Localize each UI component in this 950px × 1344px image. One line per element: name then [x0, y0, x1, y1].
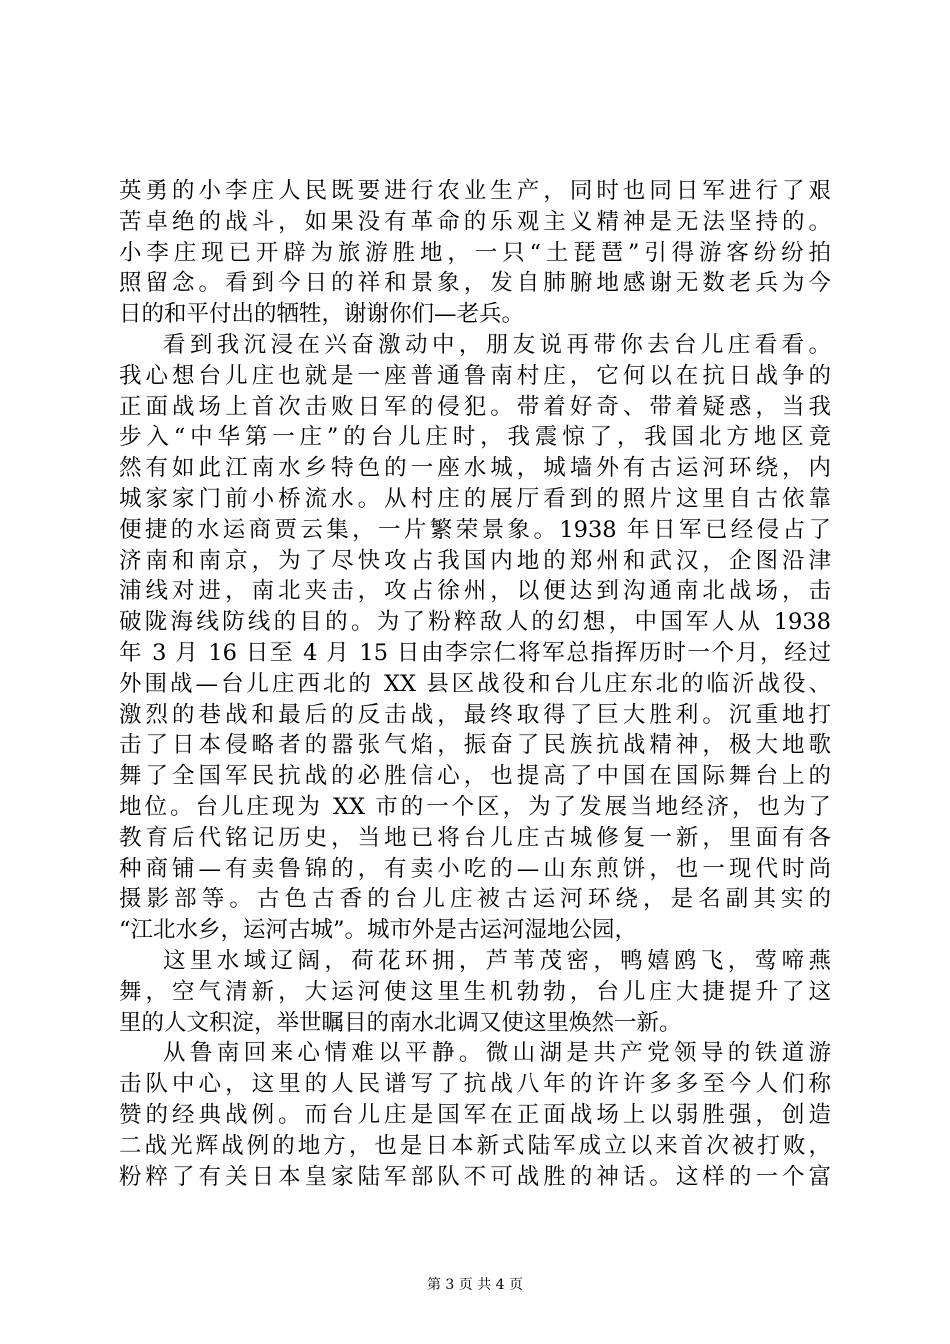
text-line: 从鲁南回来心情难以平静。微山湖是共产党领导的铁道游 — [163, 1040, 831, 1067]
text-line: 外围战—台儿庄西北的 XX 县区战役和台儿庄东北的临沂战役、 — [119, 670, 831, 697]
text-line: 教育后代铭记历史，当地已将台儿庄古城修复一新，里面有各 — [119, 824, 831, 851]
text-line: 我心想台儿庄也就是一座普通鲁南村庄，它何以在抗日战争的 — [119, 362, 831, 389]
body-text — [119, 176, 831, 1192]
text-line: 粉粹了有关日本皇家陆军部队不可战胜的神话。这样的一个富 — [119, 1163, 831, 1190]
text-line: 照留念。看到今日的祥和景象，发自肺腑地感谢无数老兵为今 — [119, 270, 831, 297]
text-line: 然有如此江南水乡特色的一座水城，城墙外有古运河环绕，内 — [119, 455, 831, 482]
text-line: 舞，空气清新，大运河使这里生机勃勃，台儿庄大捷提升了这 — [119, 978, 831, 1005]
text-line: 正面战场上首次击败日军的侵犯。带着好奇、带着疑惑，当我 — [119, 393, 831, 420]
text-line: 破陇海线防线的目的。为了粉粹敌人的幻想，中国军人从 1938 — [119, 609, 831, 636]
text-line: 年 3 月 16 日至 4 月 15 日由李宗仁将军总指挥历时一个月，经过 — [119, 639, 831, 666]
text-line: 里的人文积淀，举世瞩目的南水北调又使这里焕然一新。 — [119, 1009, 682, 1036]
text-line: 便捷的水运商贾云集，一片繁荣景象。1938 年日军已经侵占了 — [119, 516, 831, 543]
text-line: 舞了全国军民抗战的必胜信心，也提高了中国在国际舞台上的 — [119, 763, 831, 790]
text-line: 小李庄现已开辟为旅游胜地，一只“土琵琶”引得游客纷纷拍 — [119, 239, 831, 266]
text-line: 苦卓绝的战斗，如果没有革命的乐观主义精神是无法坚持的。 — [119, 208, 831, 235]
page-footer: 第 3 页 共 4 页 — [426, 1277, 524, 1293]
text-line: 浦线对进，南北夹击，攻占徐州，以便达到沟通南北战场，击 — [119, 578, 831, 605]
text-line: 步入“中华第一庄”的台儿庄时，我震惊了，我国北方地区竟 — [119, 424, 831, 451]
text-line: 赞的经典战例。而台儿庄是国军在正面战场上以弱胜强，创造 — [119, 1101, 831, 1128]
text-line: 二战光辉战例的地方，也是日本新式陆军成立以来首次被打败， — [119, 1132, 831, 1159]
text-line: 日的和平付出的牺牲，谢谢你们—老兵。 — [119, 301, 525, 328]
text-line: 地位。台儿庄现为 XX 市的一个区，为了发展当地经济，也为了 — [119, 793, 831, 820]
text-line: 这里水域辽阔，荷花环拥，芦苇茂密，鸭嬉鸥飞，莺啼燕 — [163, 947, 831, 974]
text-line: 种商铺—有卖鲁锦的，有卖小吃的—山东煎饼，也一现代时尚 — [119, 855, 831, 882]
text-line: 济南和南京，为了尽快攻占我国内地的郑州和武汉，企图沿津 — [119, 547, 831, 574]
text-line: 城家家门前小桥流水。从村庄的展厅看到的照片这里自古依靠 — [119, 485, 831, 512]
text-line: “江北水乡，运河古城”。城市外是古运河湿地公园， — [119, 917, 638, 944]
text-line: 击队中心，这里的人民谱写了抗战八年的许许多多至今人们称 — [119, 1071, 831, 1098]
text-line: 激烈的巷战和最后的反击战，最终取得了巨大胜利。沉重地打 — [119, 701, 831, 728]
text-line: 摄影部等。古色古香的台儿庄被古运河环绕，是名副其实的 — [119, 886, 831, 913]
text-line: 击了日本侵略者的嚣张气焰，振奋了民族抗战精神，极大地歌 — [119, 732, 831, 759]
text-line: 看到我沉浸在兴奋激动中，朋友说再带你去台儿庄看看。 — [163, 331, 831, 358]
text-line: 英勇的小李庄人民既要进行农业生产，同时也同日军进行了艰 — [119, 178, 831, 204]
